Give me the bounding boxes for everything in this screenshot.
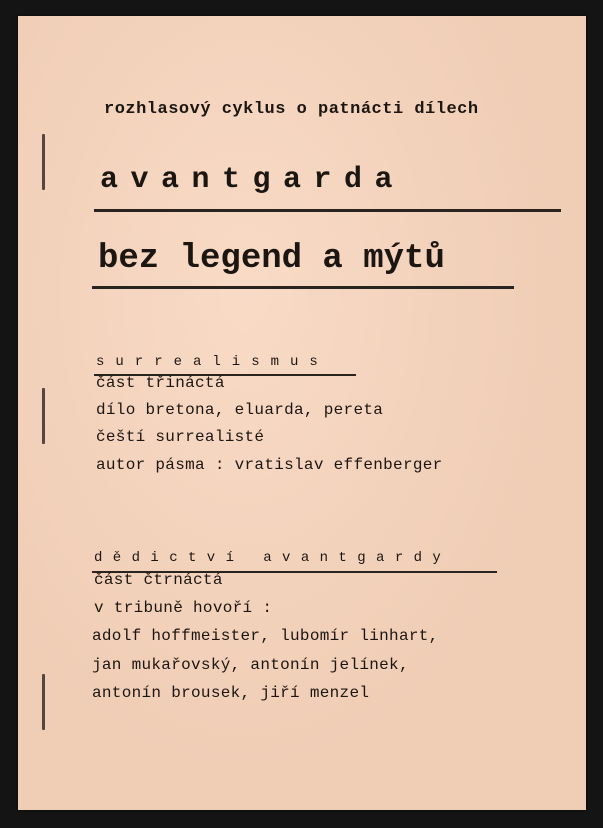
- main-title: avantgarda: [100, 163, 406, 197]
- section-2-line-5: antonín brousek, jiří menzel: [92, 684, 370, 702]
- staple-top: [42, 134, 45, 190]
- section-2-line-1: část čtrnáctá: [94, 571, 223, 589]
- section-2-heading: dědictví avantgardy: [94, 550, 452, 566]
- section-1-line-4: autor pásma : vratislav effenberger: [96, 456, 443, 474]
- main-title-underline: [94, 209, 561, 212]
- secondary-title-underline: [92, 286, 514, 289]
- section-1-line-1: část třináctá: [96, 374, 225, 392]
- section-1-line-2: dílo bretona, eluarda, pereta: [96, 401, 384, 419]
- document-page: [18, 16, 586, 810]
- section-2-line-4: jan mukařovský, antonín jelínek,: [92, 656, 409, 674]
- section-2-line-2: v tribuně hovoří :: [94, 599, 273, 617]
- staple-middle: [42, 388, 45, 444]
- section-1-line-3: čeští surrealisté: [96, 428, 265, 446]
- section-2-line-3: adolf hoffmeister, lubomír linhart,: [92, 627, 439, 645]
- staple-bottom: [42, 674, 45, 730]
- section-1-heading: surrealismus: [96, 354, 329, 370]
- secondary-title: bez legend a mýtů: [98, 240, 445, 278]
- series-subtitle: rozhlasový cyklus o patnácti dílech: [104, 100, 479, 119]
